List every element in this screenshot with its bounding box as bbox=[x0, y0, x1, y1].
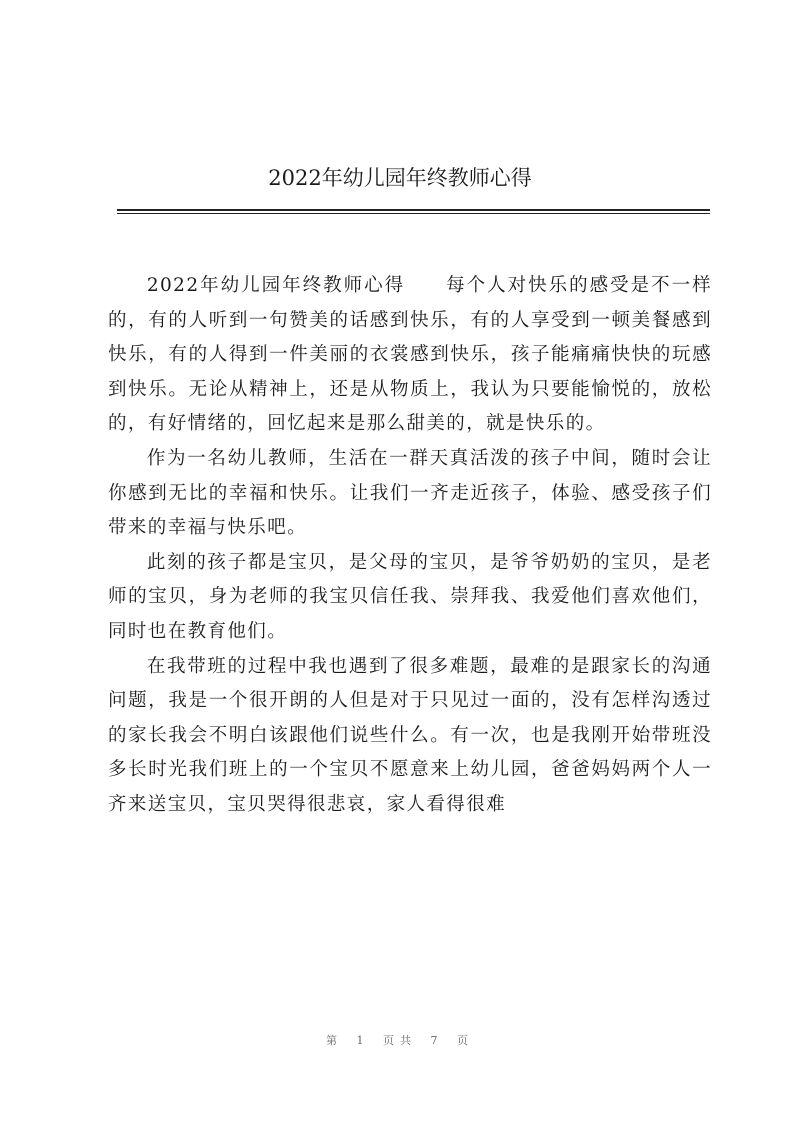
document-body bbox=[108, 269, 712, 823]
footer-prefix: 第 bbox=[326, 1034, 343, 1047]
footer-page-number: 1 bbox=[356, 1034, 370, 1047]
document-title: 2022年幼儿园年终教师心得 bbox=[268, 166, 532, 190]
paragraph: 在我带班的过程中我也遇到了很多难题，最难的是跟家长的沟通问题，我是一个很开朗的人但是对于只见过一面的，没有怎样沟透过的家长我会不明白该跟他们说些什么。有一次，也是我刚开始带班没多长时光我们班上的一个宝贝不愿意来上幼儿园，爸爸妈妈两个人一齐来送宝贝，宝贝哭得很悲哀，家人看得很难 bbox=[108, 655, 712, 815]
footer-suffix: 页 bbox=[457, 1034, 474, 1047]
footer-total-pages: 7 bbox=[430, 1034, 444, 1047]
paragraph: 作为一名幼儿教师，生活在一群天真活泼的孩子中间，随时会让你感到无比的幸福和快乐。让我们一齐走近孩子，体验、感受孩子们带来的幸福与快乐吧。 bbox=[108, 447, 712, 539]
page-footer bbox=[0, 1032, 800, 1048]
title-divider-secondary bbox=[117, 213, 710, 214]
paragraph: 此刻的孩子都是宝贝，是父母的宝贝，是爷爷奶奶的宝贝，是老师的宝贝，身为老师的我宝贝信任我、崇拜我、我爱他们喜欢他们，同时也在教育他们。 bbox=[108, 551, 712, 642]
title-divider bbox=[117, 209, 710, 211]
footer-middle: 页共 bbox=[383, 1034, 417, 1047]
paragraph: 2022年幼儿园年终教师心得 每个人对快乐的感受是不一样的，有的人听到一句赞美的话感到快乐，有的人享受到一顿美餐感到快乐，有的人得到一件美丽的衣裳感到快乐，孩子能痛痛快快的玩感到快乐。无论从精神上，还是从物质上，我认为只要能愉悦的，放松的，有好情绪的，回忆起来是那么甜美的，就是快乐的。 bbox=[108, 275, 712, 435]
